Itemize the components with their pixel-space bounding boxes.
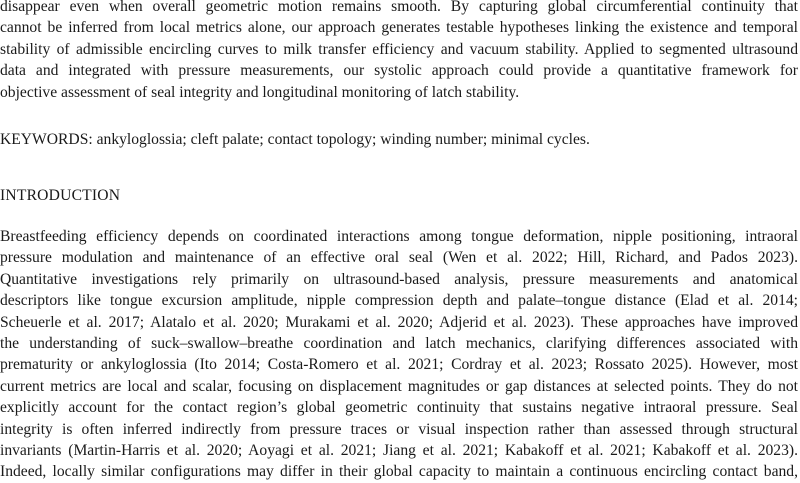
abstract-line: stability of admissible encircling curves to milk transfer efficiency and vacuum stability. Applied to segmented ultrasound bbox=[0, 40, 798, 58]
intro-line: Scheuerle et al. 2017; Alatalo et al. 2020; Murakami et al. 2020; Adjerid et al. 2023). These approaches have improved bbox=[0, 313, 798, 331]
intro-line: Quantitative investigations rely primarily on ultrasound-based analysis, pressure measurements and anatomical bbox=[0, 270, 798, 288]
intro-line: invariants (Martin-Harris et al. 2020; Aoyagi et al. 2021; Jiang et al. 2021; Kabakoff et al. 2021; Kabakoff et al. 2023). bbox=[0, 441, 798, 459]
intro-line: current metrics are local and scalar, focusing on displacement magnitudes or gap distances at selected points. They do not bbox=[0, 377, 798, 395]
section-heading-introduction: INTRODUCTION bbox=[0, 187, 121, 204]
abstract-line: objective assessment of seal integrity and longitudinal monitoring of latch stability. bbox=[0, 83, 520, 101]
keywords-line bbox=[0, 129, 590, 150]
intro-line: Breastfeeding efficiency depends on coordinated interactions among tongue deformation, nipple positioning, intraoral bbox=[0, 228, 798, 245]
introduction-paragraph bbox=[0, 226, 799, 483]
abstract-line: cannot be inferred from local metrics alone, our approach generates testable hypotheses linking the existence and temporal bbox=[0, 19, 798, 37]
intro-line: integrity is often inferred indirectly from pressure traces or visual inspection rather than assessed through structural bbox=[0, 420, 798, 438]
intro-line: pressure modulation and maintenance of an effective oral seal (Wen et al. 2022; Hill, Richard, and Pados 2023). bbox=[0, 249, 798, 267]
keywords-label: KEYWORDS: bbox=[0, 131, 93, 148]
intro-line: prematurity or ankyloglossia (Ito 2014; Costa-Romero et al. 2021; Cordray et al. 2023; Rossato 2025). However, most bbox=[0, 356, 798, 374]
intro-line: the understanding of suck–swallow–breathe coordination and latch mechanics, clarifying differences associated with bbox=[0, 334, 798, 352]
keywords-text: ankyloglossia; cleft palate; contact topology; winding number; minimal cycles. bbox=[92, 131, 590, 148]
abstract-line: disappear even when overall geometric motion remains smooth. By capturing global circumferential continuity that bbox=[0, 0, 798, 15]
abstract-paragraph bbox=[0, 0, 799, 103]
abstract-line: data and integrated with pressure measurements, our systolic approach could provide a quantitative framework for bbox=[0, 62, 798, 80]
intro-line: Indeed, locally similar configurations may differ in their global capacity to maintain a continuous encircling contact band, bbox=[0, 463, 798, 481]
intro-line: descriptors like tongue excursion amplitude, nipple compression depth and palate–tongue distance (Elad et al. 2014; bbox=[0, 292, 798, 310]
intro-line: explicitly account for the contact region’s global geometric continuity that sustains negative intraoral pressure. Seal bbox=[0, 399, 798, 417]
